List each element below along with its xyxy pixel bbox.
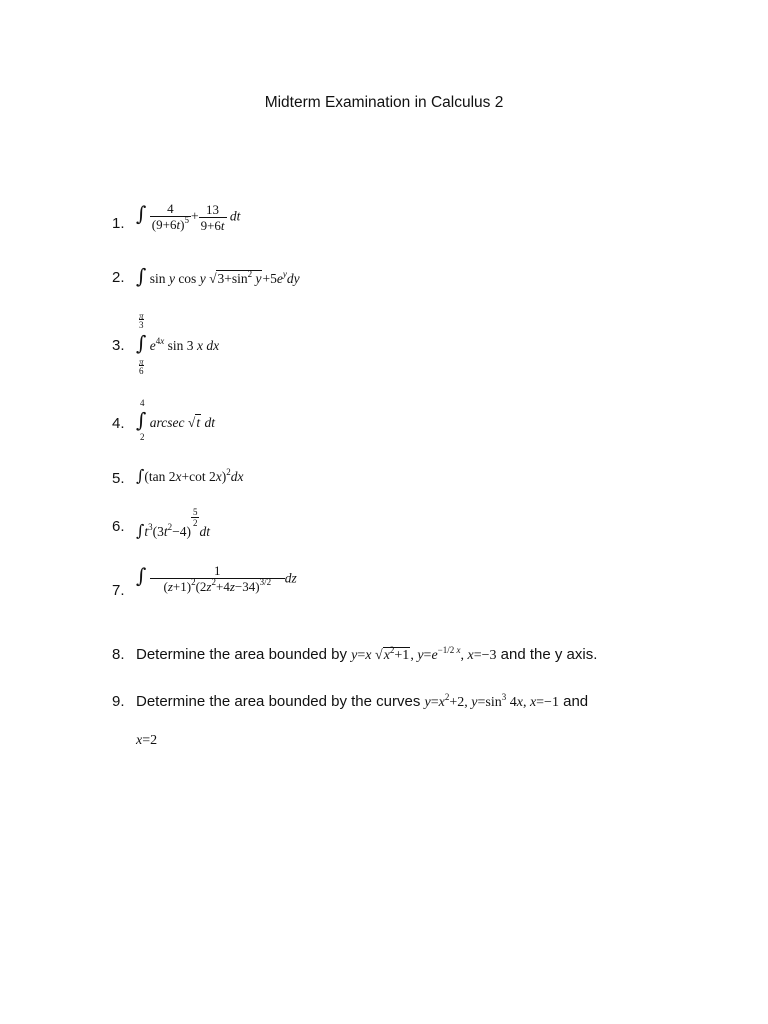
problem-3-number: 3.: [112, 337, 125, 354]
integral-sign: ∫: [136, 264, 147, 288]
problem-4-number: 4.: [112, 415, 125, 432]
fraction: $\frac{13}{9+6t}$: [200, 202, 225, 233]
problem-7-number: 7.: [112, 582, 125, 599]
problem-9-number: 9.: [112, 693, 125, 710]
upper-limit-denominator: 3: [139, 320, 144, 330]
problem-8-text-b: and the y axis.: [500, 646, 598, 663]
problem-1-number: 1.: [112, 215, 125, 232]
integral-sign: ∫: [136, 563, 147, 588]
problem-7-expression: ∫ $\frac{1}{(z+1)^2(2z^2+4z-34)^{3/2}}$ dz: [136, 563, 297, 594]
integral-sign: ∫: [136, 408, 147, 432]
exponent-fraction: $\frac{5}{2}$: [192, 507, 198, 528]
fraction: $\frac{4}{(9+6t)^5}$: [151, 201, 189, 232]
problem-9-math: $y=x^2+2$, $y=\sin^3$ 4x, x=−1: [424, 692, 559, 710]
problem-6-number: 6.: [112, 518, 125, 535]
upper-limit: 4: [140, 398, 145, 408]
page-title: Midterm Examination in Calculus 2: [264, 94, 504, 111]
problem-8-text: [136, 646, 597, 664]
problem-8-text-a: Determine the area bounded by: [136, 646, 347, 663]
problem-9-continuation: x=2: [136, 733, 158, 748]
lower-limit: π: [139, 357, 144, 367]
problem-3-expression: ∫ $e^{4x}$ sin 3 x dx: [136, 331, 220, 355]
problem-1-expression: ∫ $\frac{4}{(9+6t)^5}$ + $\frac{13}{9+6t}$ dt: [136, 201, 241, 233]
problem-2-number: 2.: [112, 269, 125, 286]
fraction: $\frac{1}{(z+1)^2(2z^2+4z-34)^{3/2}}$: [150, 563, 285, 596]
problem-6-expression: $\int t^3(3t^2-4)$ $\frac{5}{2}$ dt: [136, 507, 210, 540]
problem-9-text: [136, 693, 588, 711]
problem-9-text-a: Determine the area bounded by the curves: [136, 693, 421, 710]
integral-sign: ∫: [136, 331, 147, 355]
problem-8-math: y=x $√x^2+1$, $y=e^{-1/2 x}$, x=−3: [351, 645, 497, 663]
problem-9-text-b: and: [563, 693, 589, 710]
lower-limit-denominator: 6: [139, 366, 144, 376]
problem-2-expression: ∫ sin y cos y $√3+\sin^2$ $y+5e^ydy$: [136, 264, 300, 288]
problem-5-expression: ∫(tan 2x+cot 2x)$^2$dx: [136, 466, 244, 485]
problem-4-expression: ∫ arcsec √t dt: [136, 408, 215, 432]
integral-sign: ∫: [136, 201, 147, 226]
problem-5-number: 5.: [112, 470, 125, 487]
problem-8-number: 8.: [112, 646, 125, 663]
integral-sign: ∫: [136, 521, 145, 540]
lower-limit: 2: [140, 432, 145, 442]
upper-limit: π: [139, 311, 144, 321]
integral-sign: ∫: [136, 466, 145, 485]
